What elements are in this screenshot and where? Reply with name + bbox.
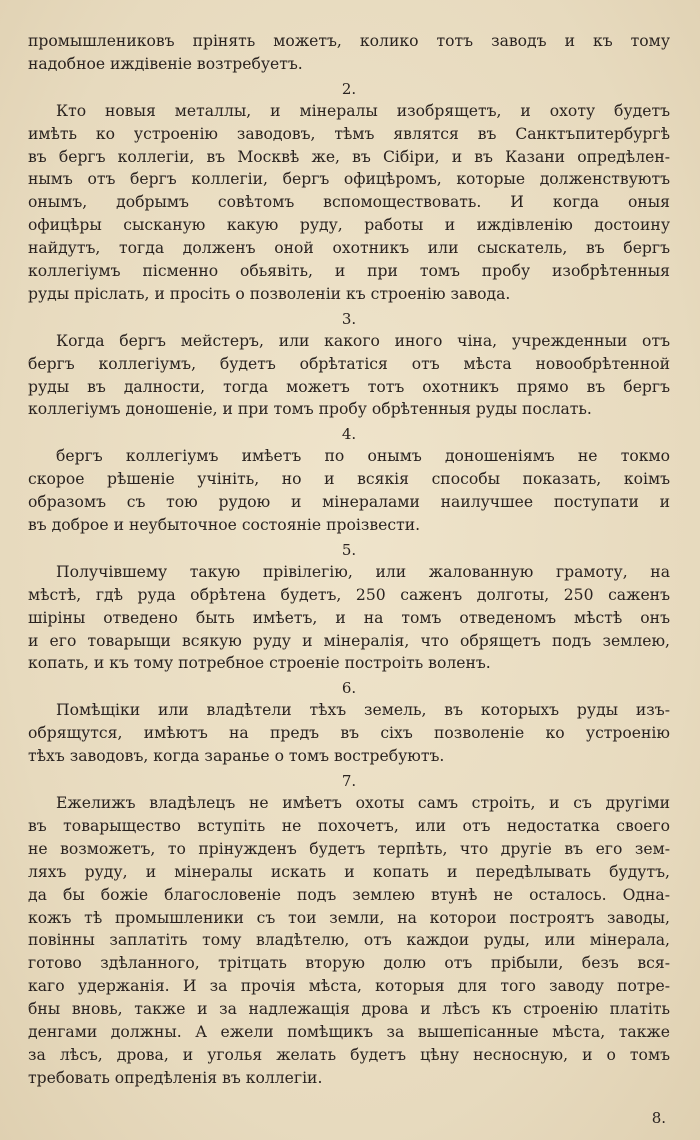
article-3-paragraph bbox=[28, 330, 670, 422]
text-line: образомъ съ тою рудою и мiнералами наилучшее поступати и bbox=[28, 493, 670, 512]
text-line: бны вновь, также и за надлежащiя дрова и лѣсъ къ строенiю платiть bbox=[28, 1000, 670, 1019]
article-number: 6. bbox=[341, 679, 357, 698]
text-line: шiрiны отведено быть имѣетъ, и на томъ отведеномъ мѣстѣ онъ bbox=[28, 608, 670, 627]
text-line: руды въ далности, тогда можетъ тотъ охотникъ прямо въ бергъ bbox=[28, 377, 670, 396]
text-line: Ежелижъ владѣлецъ не имѣетъ охоты самъ строiть, и съ другiми bbox=[56, 794, 670, 813]
article-6-paragraph bbox=[28, 699, 670, 768]
text-line: копать, и къ тому потребное строенiе построiть воленъ. bbox=[28, 654, 491, 673]
text-line: въ товарыщество вступiть не похочетъ, или отъ недостатка своего bbox=[28, 816, 670, 835]
text-line: требовать опредѣленiя въ коллегiи. bbox=[28, 1068, 323, 1087]
text-line: ляхъ руду, и мiнералы искать и копать и передѣлывать будутъ, bbox=[28, 862, 670, 881]
article-number: 7. bbox=[341, 772, 357, 791]
article-7-paragraph bbox=[28, 792, 670, 1090]
article-4-paragraph bbox=[28, 445, 670, 537]
text-line: не возможетъ, то прiнужденъ будетъ терпѣть, что другiе въ его зем- bbox=[28, 839, 670, 858]
text-line: и его товарыщи всякую руду и мiнералiя, что обрящетъ подъ землею, bbox=[28, 631, 670, 650]
article-number: 5. bbox=[341, 540, 357, 559]
text-line: Получiвшему такую прiвiлегiю, или жалованную грамоту, на bbox=[56, 562, 670, 581]
text-line: коллегiумъ доношенiе, и при томъ пробу обрѣтенныя руды послать. bbox=[28, 400, 592, 419]
text-line: готово здѣланного, трiтцать вторую долю отъ прiбыли, безъ вся- bbox=[28, 954, 670, 973]
text-line: скорое рѣшенiе учiнiть, но и всякiя способы показать, коiмъ bbox=[28, 470, 670, 489]
text-line: мѣстѣ, гдѣ руда обрѣтена будетъ, 250 саженъ долготы, 250 саженъ bbox=[28, 585, 670, 604]
text-line: промышлениковъ прiнять можетъ, колико тотъ заводъ и къ тому bbox=[28, 32, 670, 50]
article-number: 4. bbox=[341, 425, 357, 444]
text-line: денгами должны. А ежели помѣщикъ за вышепiсанные мѣста, также bbox=[28, 1022, 670, 1041]
text-line: нымъ отъ бергъ коллегiи, бергъ офицѣромъ, которые долженствуютъ bbox=[28, 170, 670, 189]
text-line: обрящутся, имѣютъ на предъ въ сiхъ позволенiе ко устроенiю bbox=[28, 724, 670, 743]
text-line: имѣть ко устроенiю заводовъ, тѣмъ являтся въ Санктъпитербургѣ bbox=[28, 124, 670, 143]
text-line: надобное иждiвенiе возтребуетъ. bbox=[28, 54, 303, 73]
text-line: Когда бергъ мейстеръ, или какого иного чiна, учрежденныи отъ bbox=[56, 331, 670, 350]
text-line: бергъ коллегiумъ, будетъ обрѣтатiся отъ мѣста новообрѣтенной bbox=[28, 354, 670, 373]
text-line: тѣхъ заводовъ, когда заранье о томъ востребуютъ. bbox=[28, 747, 445, 766]
text-line: руды прiслать, и просiть о позволенiи къ строенiю завода. bbox=[28, 284, 511, 303]
text-line: да бы божiе благословенiе подъ землею втунѣ не осталось. Одна- bbox=[28, 885, 670, 904]
article-2-paragraph bbox=[28, 100, 670, 306]
article-number: 3. bbox=[341, 309, 357, 328]
text-line: офицѣры сысканую какую руду, работы и иждiвленiю достоину bbox=[28, 216, 670, 235]
text-line: Помѣщiки или владѣтели тѣхъ земель, въ которыхъ руды изъ- bbox=[56, 701, 670, 720]
text-line: найдутъ, тогда долженъ оной охотникъ или сыскатель, въ бергъ bbox=[28, 239, 670, 258]
text-line: въ бергъ коллегiи, въ Москвѣ же, въ Сiбiри, и въ Казани опредѣлен- bbox=[28, 147, 670, 166]
text-line: повiнны заплатiть тому владѣтелю, отъ каждои руды, или мiнерала, bbox=[28, 931, 670, 950]
text-line: коллегiумъ пiсменно обьявiть, и при томъ пробу изобрѣтенныя bbox=[28, 262, 670, 281]
text-line: бергъ коллегiумъ имѣетъ по онымъ доношенiямъ не токмо bbox=[56, 447, 670, 466]
text-line: Кто новыя металлы, и мiнералы изобрящетъ, и охоту будетъ bbox=[56, 101, 670, 120]
text-line: за лѣсъ, дрова, и уголья желать будетъ цѣну несносную, и о томъ bbox=[28, 1045, 670, 1064]
intro-paragraph bbox=[28, 30, 670, 76]
text-line: каго удержанiя. И за прочiя мѣста, которыя для того заводу потре- bbox=[28, 977, 670, 996]
article-number: 2. bbox=[341, 79, 357, 98]
text-line: въ доброе и неубыточное состоянiе проiзвести. bbox=[28, 516, 421, 535]
text-line: онымъ, добрымъ совѣтомъ вспомоществовать. И когда оныя bbox=[28, 193, 670, 212]
catchword: 8. bbox=[651, 1109, 666, 1127]
text-line: кожъ тѣ промышленики съ тои земли, на которои построятъ заводы, bbox=[28, 908, 670, 927]
article-5-paragraph bbox=[28, 561, 670, 675]
